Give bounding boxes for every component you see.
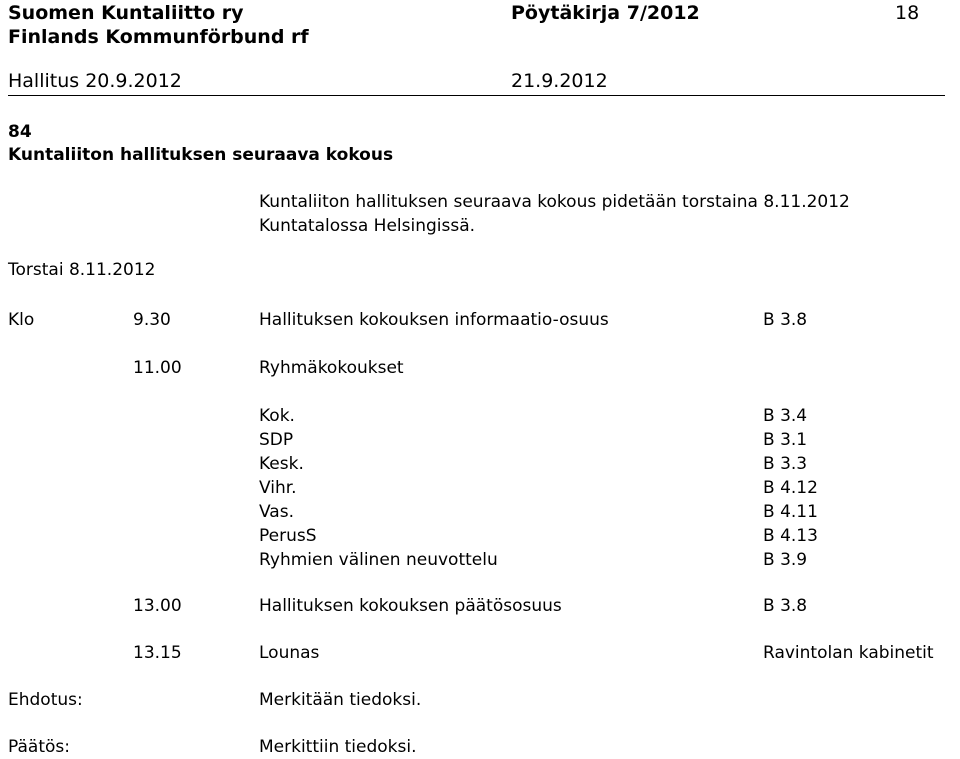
agenda-room: B 3.8 <box>763 596 808 616</box>
group-name: Vihr. <box>259 478 297 498</box>
org-name-sv: Finlands Kommunförbund rf <box>8 26 309 48</box>
group-name: Kesk. <box>259 454 304 474</box>
section-number: 84 <box>8 122 32 142</box>
group-room: B 3.1 <box>763 430 808 450</box>
group-name: Ryhmien välinen neuvottelu <box>259 550 498 570</box>
group-name: Kok. <box>259 406 295 426</box>
proposal-label: Ehdotus: <box>8 690 83 710</box>
agenda-item: Lounas <box>259 643 320 663</box>
intro-line-1: Kuntaliiton hallituksen seuraava kokous pidetään torstaina 8.11.2012 <box>259 192 850 212</box>
page-number: 18 <box>895 2 920 24</box>
agenda-time: 13.15 <box>133 643 182 663</box>
agenda-room: B 3.8 <box>763 310 808 330</box>
group-room: B 3.9 <box>763 550 808 570</box>
agenda-item: Ryhmäkokoukset <box>259 358 404 378</box>
decision-text: Merkittiin tiedoksi. <box>259 737 417 757</box>
org-name-fi: Suomen Kuntaliitto ry <box>8 2 244 24</box>
agenda-item: Hallituksen kokouksen informaatio-osuus <box>259 310 609 330</box>
group-room: B 3.4 <box>763 406 808 426</box>
day-label: Torstai 8.11.2012 <box>8 260 156 280</box>
meeting-date: 21.9.2012 <box>511 70 608 92</box>
group-room: B 4.12 <box>763 478 818 498</box>
proposal-text: Merkitään tiedoksi. <box>259 690 422 710</box>
intro-line-2: Kuntatalossa Helsingissä. <box>259 216 476 236</box>
klo-label: Klo <box>8 310 35 330</box>
group-room: B 4.11 <box>763 502 818 522</box>
group-name: PerusS <box>259 526 317 546</box>
meeting-label: Hallitus 20.9.2012 <box>8 70 182 92</box>
document-title: Pöytäkirja 7/2012 <box>511 2 700 24</box>
group-room: B 4.13 <box>763 526 818 546</box>
group-room: B 3.3 <box>763 454 808 474</box>
agenda-item: Hallituksen kokouksen päätösosuus <box>259 596 562 616</box>
decision-label: Päätös: <box>8 737 70 757</box>
agenda-time: 9.30 <box>133 310 171 330</box>
header-divider <box>8 95 945 96</box>
group-name: Vas. <box>259 502 294 522</box>
agenda-time: 13.00 <box>133 596 182 616</box>
section-title: Kuntaliiton hallituksen seuraava kokous <box>8 145 394 165</box>
agenda-room: Ravintolan kabinetit <box>763 643 934 663</box>
group-name: SDP <box>259 430 294 450</box>
agenda-time: 11.00 <box>133 358 182 378</box>
